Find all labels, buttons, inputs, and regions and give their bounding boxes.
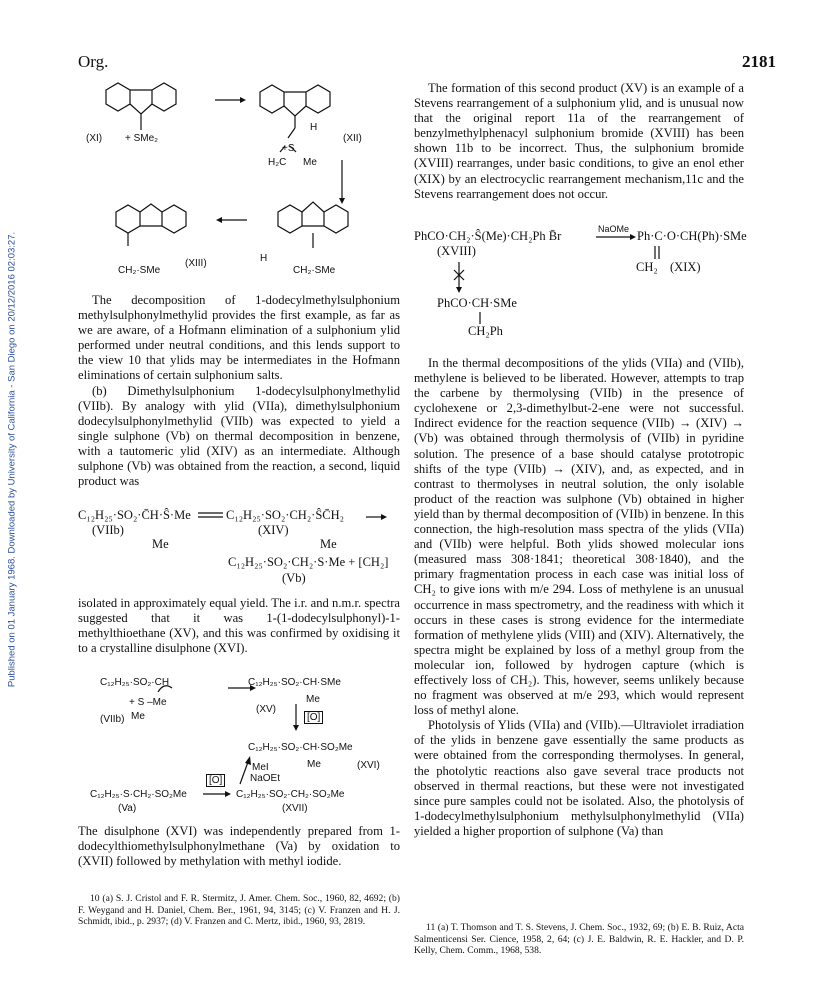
paragraph-stevens: The formation of this second product (XV) is an example of a Stevens rearrangement of a sulphonium ylid, and is unusual now that the original report 11a of the rearrangement of benzylmethylphenacyl sulphonium bromide (XVIII) has been shown 11b to be incorrect. Thus, the sulphonium bromide (XVIII) rearranges, under basic conditions, to give an enol ether (XIX) by an electrocyclic rearrangement mechanism,11c and the Stevens rearrangement does not occur.	[414, 81, 744, 201]
eq1-me-1: Me	[152, 537, 169, 551]
left-column-top	[78, 293, 400, 489]
label-xi: (XI)	[86, 133, 103, 144]
paragraph-thermal: In the thermal decompositions of the ylids (VIIa) and (VIIb), methylene is believed to be liberated. However, attempts to trap the carbene by thermolysing (VIIb) in the presence of cyclohexene or 2,3-dimethylbut-2-ene were not successful. Indirect evidence for the reaction sequence (VIIb) → (XIV) → (Vb) was obtained through thermolysis of (VIIb) in pyridine solution. The presence of a base should catalyse prototropic shifts of the type (VIIb) → (XIV), and, as expected, and in contrast to thermolyses in neutral solution, the only isolable product of the reaction was sulphone (Vb) obtained in higher yield than by thermal decomposition of (VIIb) in benzene. In this connection, the high-resolution mass spectra of the ylids (VIIa) and (VIIb) were helpful. Both ylids showed molecular ions (measured mass 308·1841; theoretical 308·1840), and the primary fragmentation process in each case was initial loss of CH₂ to give ions with m/e 294. Loss of methylene is an unusual occurrence in mass spectrometry, and the readiness with which it occurs in these cases is strong evidence for the intermediate formation of methylene ylids (VIII) and (XIV). Alternatively, the spectra might be explained by loss of a methyl group from the molecular ion, followed by hydrogen capture (which is effectively loss of CH₂). This, however, seems unlikely because no fragment was observed at m/e 293, which would represent loss of methyl alone.	[414, 356, 744, 718]
s2-xv-me: Me	[306, 694, 320, 705]
s2-oxidation-2: [O]	[206, 774, 225, 787]
journal-name: Org.	[78, 52, 109, 71]
left-column-bottom	[78, 824, 400, 869]
arrowhead-1	[240, 97, 246, 103]
page-number: 2181	[742, 52, 776, 71]
eq1-label-viib: (VIIb)	[92, 523, 124, 537]
s2-label-xv: (XV)	[256, 704, 276, 715]
s2-naoet: NaOEt	[250, 773, 281, 784]
download-watermark: Published on 01 January 1968. Downloaded by University of California - San Diego on 20/12/2016 02:03:27.	[6, 231, 18, 688]
s2-va: C₁₂H₂₅·S·CH₂·SO₂Me	[90, 789, 187, 800]
eq1-products: C₁₂H₂₅·SO₂·CH₂·S·Me + [CH₂]	[228, 555, 389, 569]
paragraph-isolated: isolated in approximately equal yield. The i.r. and n.m.r. spectra suggested that it was 1-(1-dodecylsulphonyl)-1-methylthioethane (XV), and this was confirmed by oxidising it to a crystalline disulphone (XVI).	[78, 596, 400, 656]
equilibrium-arrow	[196, 508, 226, 522]
left-column-middle	[78, 596, 400, 656]
eq1-label-xiv: (XIV)	[258, 523, 289, 537]
s2-xvi: C₁₂H₂₅·SO₂·CH·SO₂Me	[248, 742, 353, 753]
s2-oxidation-1: [O]	[304, 711, 323, 724]
xii-h: H	[310, 122, 318, 133]
eq1-arrow	[366, 512, 388, 522]
s2-label-xvi: (XVI)	[357, 760, 380, 771]
s2-xvii: C₁₂H₂₅·SO₂·CH₂·SO₂Me	[236, 789, 345, 800]
label-xii: (XII)	[343, 133, 362, 144]
eq1-label-vb: (Vb)	[282, 571, 306, 585]
s3-label-xviii: (XVIII)	[437, 244, 476, 258]
s3-bond	[478, 312, 482, 324]
fluorene-xi	[106, 83, 176, 130]
s3-ch2ph: CH₂Ph	[468, 324, 503, 338]
right-column-top	[414, 81, 744, 202]
s3-double-bond	[653, 246, 661, 260]
s3-reactant: PhCO·CH₂·Ŝ(Me)·CH₂Ph B̄r	[414, 229, 562, 243]
footnote-11	[414, 922, 744, 957]
fluorene-xiii-b	[278, 202, 348, 248]
s2-viib: C₁₂H₂₅·SO₂·CH	[100, 677, 170, 688]
s3-stevens-product: PhCO·CH·SMe	[437, 296, 517, 310]
footnote-10-text: 10 (a) S. J. Cristol and F. R. Stermitz, J. Amer. Chem. Soc., 1960, 82, 4692; (b) F. Weygand and H. Daniel, Chem. Ber., 1961, 94, 3145; (c) V. Franzen and H. J. Schmidt, ibid., p. 2937; (d) V. Franzen and C. Mertz, ibid., 1960, 93, 2819.	[78, 893, 400, 928]
footnote-11-text: 11 (a) T. Thomson and T. S. Stevens, J. Chem. Soc., 1932, 69; (b) E. B. Ruiz, Acta Salmenticensi Ser. Cience, 1958, 2, 64; (c) J. E. Baldwin, R. E. Hackler, and D. P. Kelly, Chem. Comm., 1968, 538.	[414, 922, 744, 957]
s2-down-arrow	[290, 704, 302, 734]
xiii-substituent: CH₂·SMe	[118, 265, 161, 276]
s3-label-xix: (XIX)	[670, 260, 701, 274]
s2-label-viib: (VIIb)	[100, 714, 125, 725]
s3-blocked-arrow	[451, 262, 467, 296]
label-xiii: (XIII)	[185, 258, 207, 269]
s3-product: Ph·C·O·CH(Ph)·SMe	[637, 229, 747, 243]
s3-naome: NaOMe	[598, 224, 630, 234]
s2-right-arrow	[203, 788, 233, 800]
s2-viib-s: + S –Me	[129, 697, 167, 708]
scheme-fluorene	[90, 70, 390, 280]
paragraph-disulphone: The disulphone (XVI) was independently prepared from 1-dodecylthiomethylsulphonylmethane (Va) by oxidation to (XVII) followed by methylation with methyl iodide.	[78, 824, 400, 869]
s3-ch2: CH₂	[636, 260, 658, 274]
fluorene-xiii	[116, 204, 186, 246]
xii-h2c: H₂C	[268, 157, 287, 168]
fluorene-xii	[260, 85, 330, 152]
s2-label-va: (Va)	[118, 803, 137, 814]
s3-arrow	[596, 232, 638, 242]
s2-label-xvii: (XVII)	[282, 803, 308, 814]
arrowhead-left	[216, 217, 222, 223]
paragraph-hofmann: The decomposition of 1-dodecylmethylsulphonium methylsulphonylmethylid provides the first example, as far as we are aware, of a Hofmann elimination of a sulphonium ylid performed under neutral conditions, and this lends support to the view 10 that ylids may be intermediates in the Hofmann eliminations of certain sulphonium salts.	[78, 293, 400, 383]
footnote-10	[78, 893, 400, 928]
s2-xv: C₁₂H₂₅·SO₂·CH·SMe	[248, 677, 341, 688]
xii-me: Me	[303, 157, 317, 168]
right-column-main	[414, 356, 744, 839]
eq1-me-2: Me	[320, 537, 337, 551]
xi-substituent: + SMe₂	[125, 133, 159, 144]
s2-viib-me: Me	[131, 711, 145, 722]
s2-mei: MeI	[252, 762, 269, 773]
xii-s: +S	[282, 143, 295, 154]
eq1-reactant: C₁₂H₂₅·SO₂·C̄H·Ŝ·Me	[78, 508, 191, 522]
eq1-product: C₁₂H₂₅·SO₂·CH₂·ŜC̄H₂	[226, 508, 345, 522]
xiii-h: H	[260, 253, 268, 264]
s2-xvi-me: Me	[307, 759, 321, 770]
xiii-substituent-2: CH₂·SMe	[293, 265, 336, 276]
paragraph-viib: (b) Dimethylsulphonium 1-dodecylsulphonylmethylid (VIIb). By analogy with ylid (VIIa), dimethylsulphonium dodecylsulphonylmethylid (VIIb) was expected to yield a single sulphone (Vb) on thermal decomposition in benzene, with a tautomeric ylid (XIV) as an intermediate. Although sulphone (Vb) was obtained from the reaction, a second, liquid product was	[78, 383, 400, 489]
paragraph-photolysis: Photolysis of Ylids (VIIa) and (VIIb).—Ultraviolet irradiation of the ylids in benzene gave essentially the same products as were obtained from the corresponding thermolyses. In general, the photolytic reactions also gave several trace products not observed in thermal reactions, but these were not investigated since pure samples could not be isolated. Also, the photolysis of 1-dodecylmethylsulphonium methylsulphonylmethylid (VIIa) yielded a higher proportion of sulphone (Va) than	[414, 718, 744, 838]
arrowhead-down	[339, 198, 345, 204]
